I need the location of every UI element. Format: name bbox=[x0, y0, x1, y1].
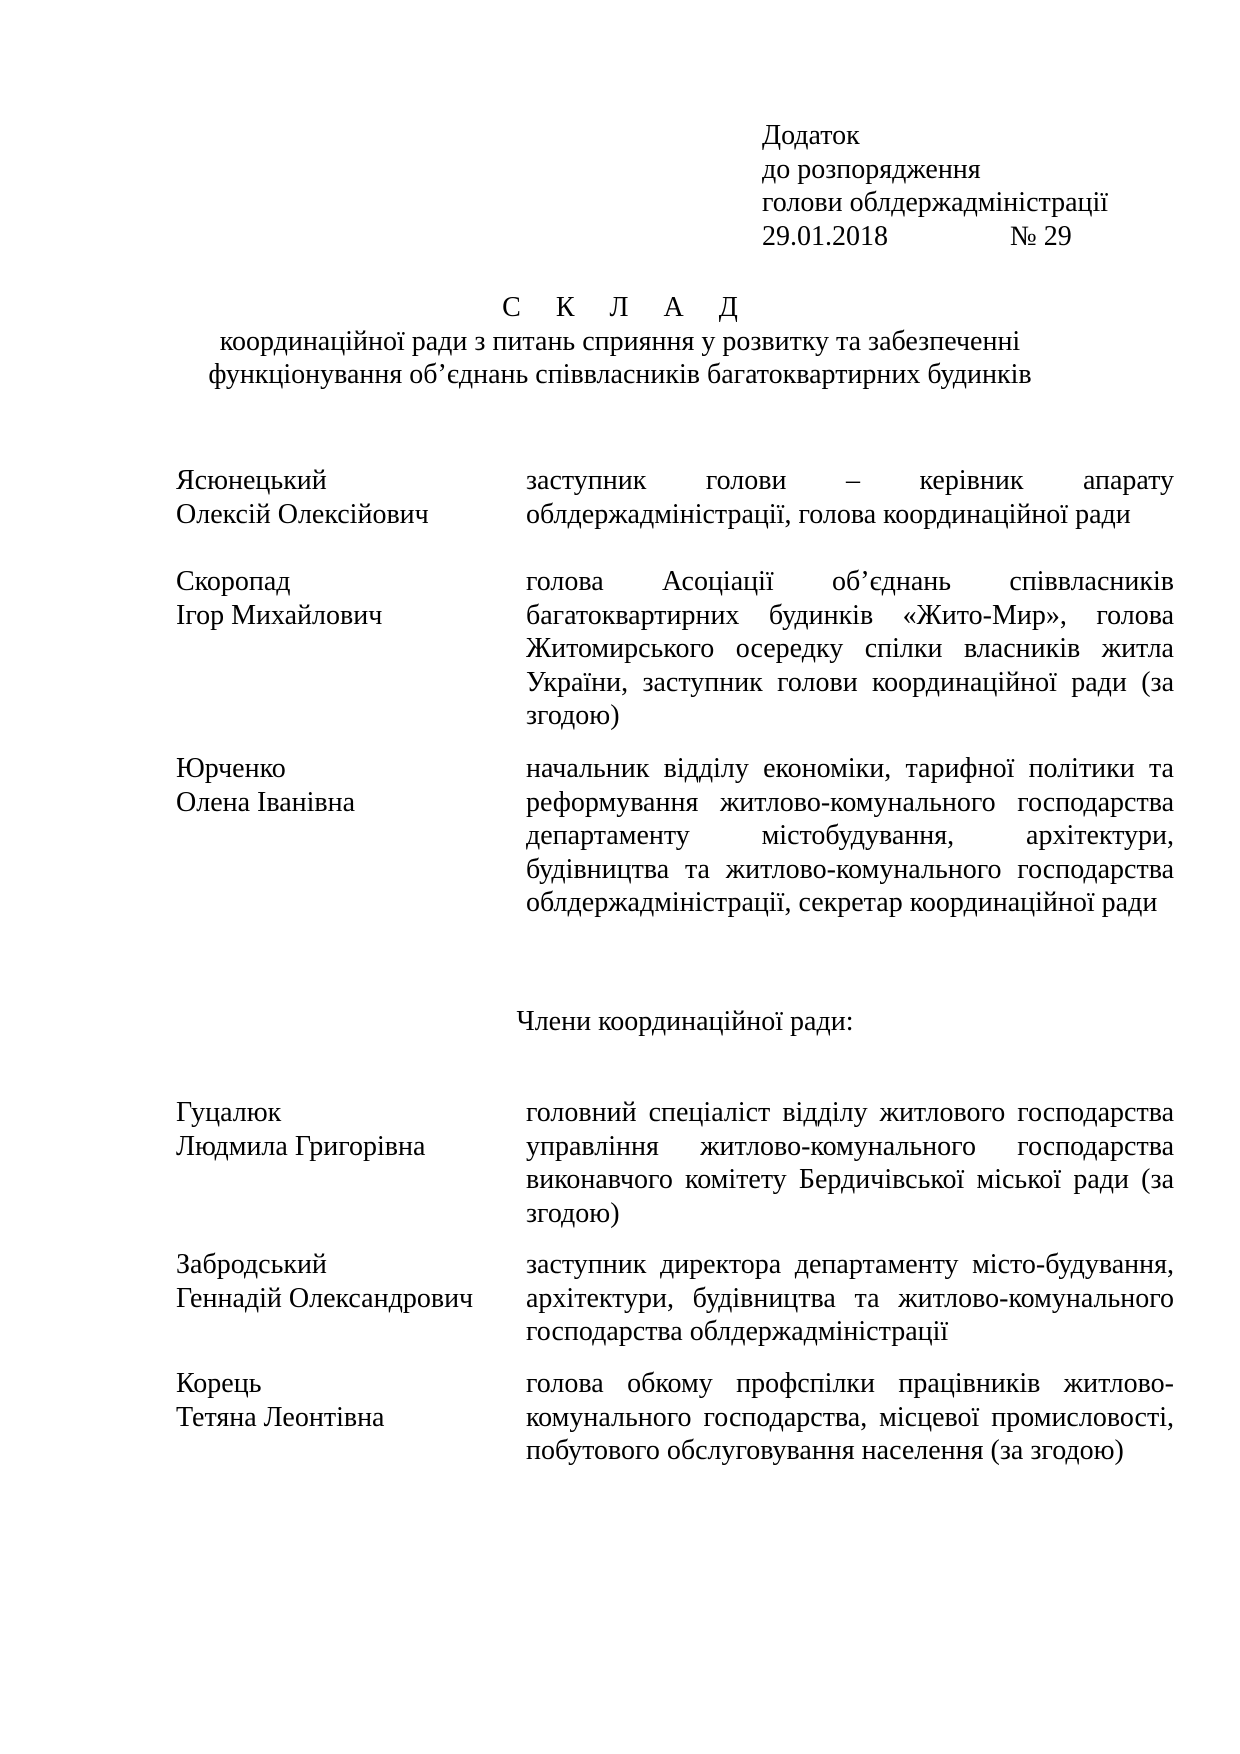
person-name bbox=[176, 464, 516, 531]
person-surname: Гуцалюк bbox=[176, 1097, 282, 1128]
person-surname: Ясюнецький bbox=[176, 465, 327, 496]
person-given-name: Тетяна Леонтівна bbox=[176, 1401, 385, 1433]
person-given-name: Олексій Олексійович bbox=[176, 498, 429, 530]
person-position: головний спеціаліст відділу житлового господарства управління житлово-комунального господарства виконавчого комітету Бердичівської міської ради (за згодою) bbox=[526, 1097, 1174, 1229]
person-position: голова Асоціації об’єднань співвласників багатоквартирних будинків «Жито-Мир», голова Житомирського осередку спілки власників житла України, заступник голови координаційної ради (за згодою) bbox=[526, 566, 1174, 731]
person-surname: Скоропад bbox=[176, 566, 291, 597]
person-position: голова обкому профспілки працівників житлово-комунального господарства, місцевої промисловості, побутового обслуговування населення (за згодою) bbox=[526, 1368, 1174, 1466]
appendix-date: 29.01.2018 bbox=[762, 220, 888, 252]
appendix-block bbox=[762, 119, 1162, 253]
appendix-reference: до розпорядження bbox=[762, 153, 981, 185]
appendix-number: № 29 bbox=[1010, 220, 1072, 252]
person-position: начальник відділу економіки, тарифної політики та реформування житлово-комунального господарства департаменту містобудування, архітектури, будівництва та житлово-комунального господарства облдержадміністрації, секретар координаційної ради bbox=[526, 753, 1174, 918]
person-given-name: Геннадій Олександрович bbox=[176, 1282, 474, 1314]
appendix-label: Додаток bbox=[762, 120, 860, 151]
person-position: заступник голови – керівник апарату облдержадміністрації, голова координаційної ради bbox=[526, 465, 1174, 530]
document-title: С К Л А Д bbox=[502, 292, 752, 323]
person-given-name: Ігор Михайлович bbox=[176, 599, 383, 631]
title-block bbox=[0, 291, 1240, 392]
person-surname: Корець bbox=[176, 1368, 262, 1399]
person-given-name: Людмила Григорівна bbox=[176, 1130, 426, 1162]
person-position: заступник директора департаменту місто-будування, архітектури, будівництва та житлово-комунального господарства облдержадміністрації bbox=[526, 1249, 1174, 1347]
appendix-date-number bbox=[762, 220, 1162, 254]
person-surname: Забродський bbox=[176, 1249, 327, 1280]
person-name bbox=[176, 565, 516, 632]
person-name bbox=[176, 752, 516, 819]
person-name bbox=[176, 1096, 516, 1163]
members-heading: Члени координаційної ради: bbox=[516, 1006, 854, 1037]
person-surname: Юрченко bbox=[176, 753, 286, 784]
appendix-authority: голови облдержадміністрації bbox=[762, 187, 1109, 218]
person-name bbox=[176, 1248, 516, 1315]
person-given-name: Олена Іванівна bbox=[176, 786, 356, 818]
document-subtitle: координаційної ради з питань сприяння у розвитку та забезпеченні функціонування об’єднань співвласників багатоквартирних будинків bbox=[208, 325, 1032, 390]
person-name bbox=[176, 1367, 516, 1434]
